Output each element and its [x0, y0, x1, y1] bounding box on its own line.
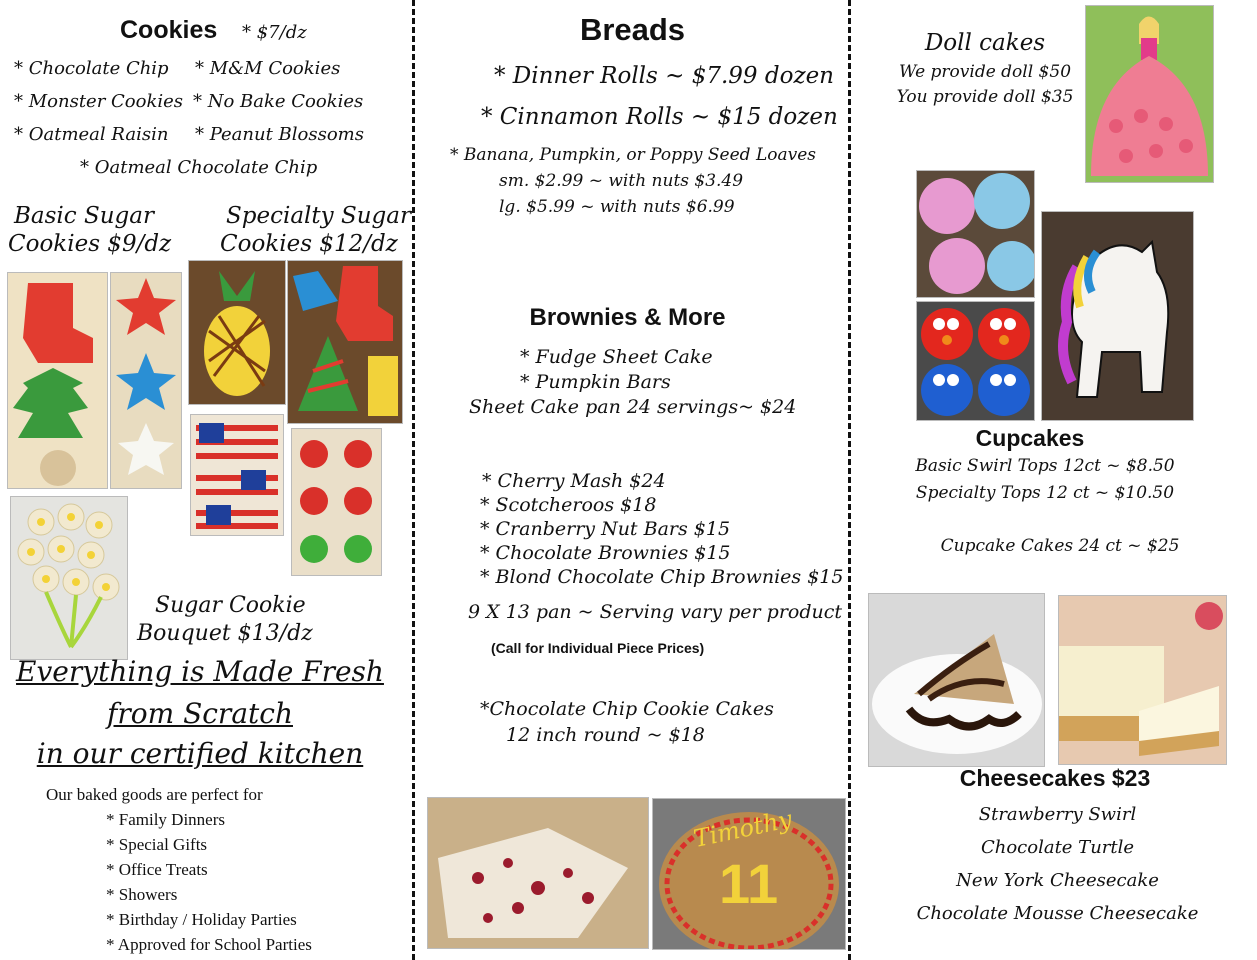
brownies-item: * Cherry Mash $24	[482, 470, 666, 492]
brownies-item: * Blond Chocolate Chip Brownies $15	[480, 566, 844, 588]
photo-cookie-cake	[652, 798, 846, 950]
cookie-cake-number: 11	[719, 852, 779, 915]
breads-loaves: * Banana, Pumpkin, or Poppy Seed Loaves	[450, 145, 817, 165]
cupcakes-specialty: Specialty Tops 12 ct ~ $10.50	[915, 483, 1175, 503]
photo-cranberry-bars	[427, 797, 649, 949]
fresh-line2: from Scratch	[107, 697, 293, 730]
cookie-item-centered: * Oatmeal Chocolate Chip	[80, 157, 318, 178]
cookie-item: * No Bake Cookies	[193, 91, 364, 112]
photo-turtle-cheesecake	[868, 593, 1045, 767]
brownies-fudge: * Fudge Sheet Cake	[520, 346, 713, 368]
brownies-item: * Scotcheroos $18	[480, 494, 657, 516]
photo-unicorn-cupcake-cake	[1041, 211, 1194, 421]
fresh-line3: in our certified kitchen	[36, 737, 364, 770]
brownies-title: Brownies & More	[529, 304, 726, 331]
basic-sugar-line1: Basic Sugar	[14, 203, 154, 229]
photo-paw-cookies	[291, 428, 382, 576]
panel-divider-left	[412, 0, 415, 960]
brownies-call-note: (Call for Individual Piece Prices)	[491, 640, 705, 656]
perfect-item: * Family Dinners	[106, 810, 225, 829]
brownies-item: * Cranberry Nut Bars $15	[480, 518, 731, 540]
cheesecakes-title: Cheesecakes $23	[959, 765, 1151, 791]
cheesecake-item: Chocolate Mousse Cheesecake	[916, 903, 1199, 924]
breads-small: sm. $2.99 ~ with nuts $3.49	[499, 171, 744, 191]
perfect-item: * Showers	[106, 885, 178, 904]
cookie-cake-name: Timothy	[691, 804, 795, 854]
cookie-cake-title: *Chocolate Chip Cookie Cakes	[480, 698, 774, 720]
cookies-title: Cookies	[120, 16, 218, 44]
photo-cookie-bouquet	[10, 496, 128, 660]
cookie-item: * Monster Cookies	[14, 91, 184, 112]
cheesecake-item: Chocolate Turtle	[980, 837, 1135, 858]
fresh-line1: Everything is Made Fresh	[16, 655, 384, 688]
panel-divider-right	[848, 0, 851, 960]
photo-new-york-cheesecake	[1058, 595, 1227, 765]
photo-doll-cake	[1085, 5, 1214, 183]
perfect-item: * Special Gifts	[106, 835, 208, 854]
perfect-item: * Birthday / Holiday Parties	[106, 910, 297, 929]
brownies-item: * Chocolate Brownies $15	[480, 542, 731, 564]
brownies-sheet-pan: Sheet Cake pan 24 servings~ $24	[469, 396, 797, 418]
specialty-sugar-line2: Cookies $12/dz	[220, 231, 398, 257]
cookie-item: * M&M Cookies	[195, 58, 341, 79]
brownies-pumpkin: * Pumpkin Bars	[520, 371, 671, 393]
cookies-price: * $7/dz	[242, 22, 307, 43]
bouquet-line1: Sugar Cookie	[155, 593, 306, 618]
breads-title: Breads	[579, 12, 686, 47]
photo-swirl-cupcakes	[916, 170, 1035, 298]
breads-cinnamon-rolls: * Cinnamon Rolls ~ $15 dozen	[481, 104, 838, 130]
bouquet-line2: Bouquet $13/dz	[137, 621, 313, 646]
cupcakes-title: Cupcakes	[975, 425, 1085, 451]
photo-elmo-cookie-monster-cupcakes	[916, 301, 1035, 421]
cheesecake-item: New York Cheesecake	[956, 870, 1159, 891]
cookie-cake-price: 12 inch round ~ $18	[506, 724, 705, 746]
photo-stocking-tree-cookies	[7, 272, 108, 489]
cookie-item: * Peanut Blossoms	[195, 124, 364, 145]
doll-title: Doll cakes	[924, 30, 1046, 56]
cookie-item: * Chocolate Chip	[14, 58, 169, 79]
photo-star-cookies	[110, 272, 182, 489]
cookie-item: * Oatmeal Raisin	[14, 124, 169, 145]
doll-line2: You provide doll $35	[896, 87, 1074, 107]
cupcakes-basic: Basic Swirl Tops 12ct ~ $8.50	[915, 456, 1175, 476]
specialty-sugar-line1: Specialty Sugar	[226, 203, 411, 229]
photo-pineapple-cookie	[188, 260, 286, 405]
cupcakes-cakes: Cupcake Cakes 24 ct ~ $25	[940, 536, 1180, 556]
basic-sugar-line2: Cookies $9/dz	[8, 231, 172, 257]
doll-line1: We provide doll $50	[898, 62, 1072, 82]
perfect-item: * Approved for School Parties	[106, 935, 312, 954]
breads-dinner-rolls: * Dinner Rolls ~ $7.99 dozen	[494, 63, 834, 89]
brownies-pan-note: 9 X 13 pan ~ Serving vary per product	[468, 601, 843, 623]
photo-flag-cookies	[190, 414, 284, 536]
perfect-intro: Our baked goods are perfect for	[46, 785, 263, 804]
perfect-item: * Office Treats	[106, 860, 208, 879]
breads-large: lg. $5.99 ~ with nuts $6.99	[499, 197, 735, 217]
photo-holiday-cookies	[287, 260, 403, 424]
cheesecake-item: Strawberry Swirl	[978, 804, 1137, 825]
